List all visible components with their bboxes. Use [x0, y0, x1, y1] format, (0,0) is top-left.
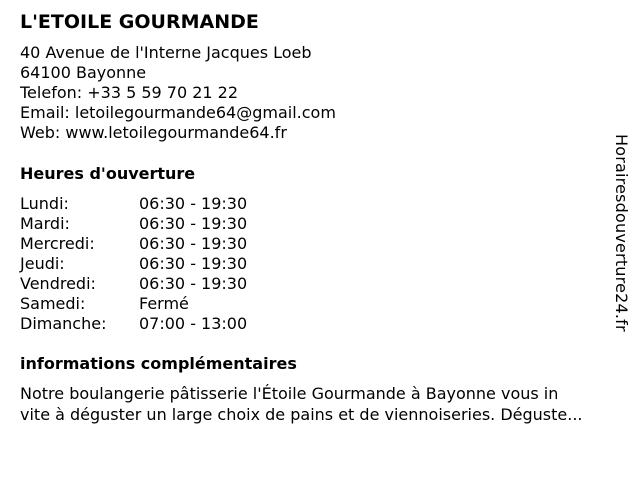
website-line: Web: www.letoilegourmande64.fr [20, 123, 287, 142]
hours-row-thursday [20, 254, 300, 274]
address-street: 40 Avenue de l'Interne Jacques Loeb [20, 43, 312, 62]
hours-row-friday [20, 274, 300, 294]
email-line: Email: letoilegourmande64@gmail.com [20, 103, 336, 122]
hours-day-label: Samedi: [20, 294, 86, 313]
hours-day-label: Vendredi: [20, 274, 96, 293]
hours-day-label: Lundi: [20, 194, 69, 213]
opening-hours-table [20, 194, 300, 334]
hours-time-value: 06:30 - 19:30 [139, 274, 248, 293]
hours-row-tuesday [20, 214, 300, 234]
business-description [20, 383, 632, 425]
hours-time-value: 06:30 - 19:30 [139, 254, 248, 273]
hours-time-value: 07:00 - 13:00 [139, 314, 248, 333]
additional-info-heading: informations complémentaires [20, 354, 297, 373]
hours-row-saturday [20, 294, 300, 314]
description-line: Notre boulangerie pâtisserie l'Étoile Gourmande à Bayonne vous in [20, 384, 559, 403]
hours-time-value: 06:30 - 19:30 [139, 194, 248, 213]
hours-time-value: 06:30 - 19:30 [139, 214, 248, 233]
hours-day-label: Mardi: [20, 214, 70, 233]
hours-row-sunday [20, 314, 300, 334]
hours-row-monday [20, 194, 300, 214]
hours-day-label: Dimanche: [20, 314, 107, 333]
hours-day-label: Mercredi: [20, 234, 95, 253]
hours-day-label: Jeudi: [20, 254, 65, 273]
contact-block [20, 43, 336, 143]
hours-time-value: 06:30 - 19:30 [139, 234, 248, 253]
site-watermark: Horairesdouverture24.fr [612, 134, 631, 332]
address-city: 64100 Bayonne [20, 63, 147, 82]
description-line: vite à déguster un large choix de pains et de viennoiseries. Déguste... [20, 405, 583, 424]
phone-line: Telefon: +33 5 59 70 21 22 [20, 83, 239, 102]
hours-time-value: Fermé [139, 294, 189, 313]
opening-hours-heading: Heures d'ouverture [20, 164, 196, 183]
hours-row-wednesday [20, 234, 300, 254]
business-name: L'ETOILE GOURMANDE [20, 11, 259, 33]
